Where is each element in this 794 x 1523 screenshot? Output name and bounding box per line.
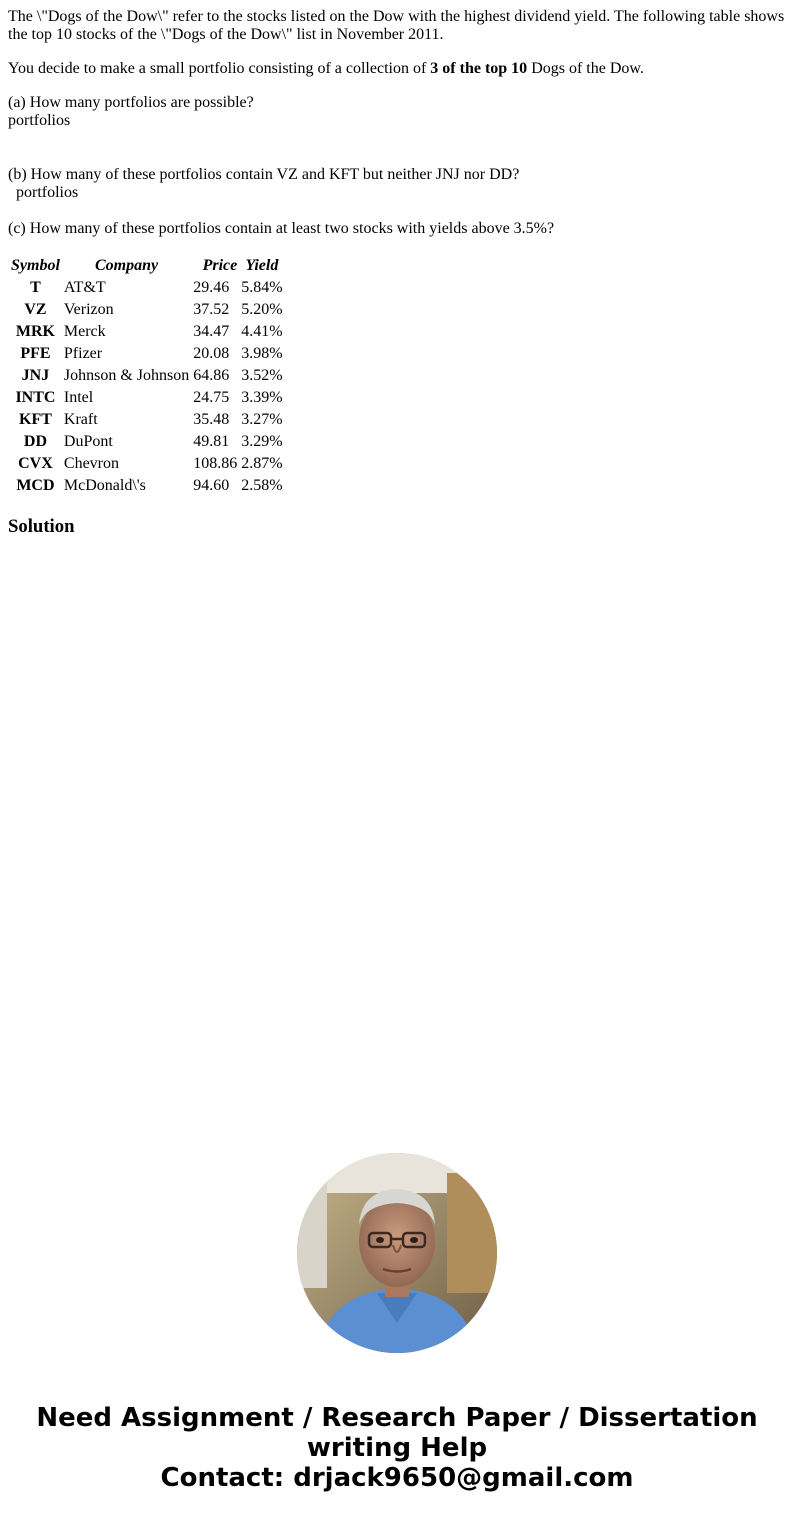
cell-price: 24.75: [193, 389, 230, 406]
cell-symbol: VZ: [24, 301, 47, 318]
question-b: [8, 166, 786, 202]
cell-symbol: JNJ: [21, 367, 50, 384]
cell-yield: 5.84%: [241, 279, 283, 296]
table-row: [10, 476, 284, 496]
question-b-text: (b) How many of these portfolios contain VZ and KFT but neither JNJ nor DD?: [8, 166, 520, 183]
solution-heading: Solution: [8, 516, 75, 537]
cell-symbol: DD: [23, 433, 47, 450]
question-b-answer-suffix: portfolios: [16, 184, 79, 201]
promo-line-2: writing Help: [306, 1433, 488, 1463]
question-content: [8, 8, 786, 536]
question-a-text: (a) How many portfolios are possible?: [8, 94, 254, 111]
question-a-answer-suffix: portfolios: [8, 112, 71, 129]
cell-symbol: MRK: [15, 323, 55, 340]
cell-symbol: KFT: [19, 411, 52, 428]
cell-yield: 3.98%: [241, 345, 283, 362]
promo-banner: [0, 1403, 794, 1493]
cell-price: 35.48: [193, 411, 230, 428]
cell-price: 64.86: [193, 367, 230, 384]
cell-company: Merck: [63, 323, 106, 340]
cell-yield: 2.87%: [241, 455, 283, 472]
cell-company: DuPont: [63, 433, 113, 450]
portfolio-text-bold: 3 of the top 10: [430, 60, 528, 77]
question-c: [8, 220, 786, 238]
cell-company: Johnson & Johnson: [63, 367, 190, 384]
table-header-row: [10, 256, 284, 276]
portfolio-paragraph: [8, 60, 786, 78]
portfolio-text-before: You decide to make a small portfolio consisting of a collection of: [8, 60, 431, 77]
table-row: [10, 454, 284, 474]
header-yield: Yield: [245, 257, 279, 274]
cell-company: Chevron: [63, 455, 119, 472]
table-row: [10, 344, 284, 364]
question-a: [8, 94, 786, 130]
cell-company: Intel: [63, 389, 94, 406]
cell-price: 37.52: [193, 301, 230, 318]
question-c-text: (c) How many of these portfolios contain at least two stocks with yields above 3.5%?: [8, 220, 555, 237]
cell-company: Verizon: [63, 301, 114, 318]
cell-yield: 3.52%: [241, 367, 283, 384]
cell-symbol: T: [30, 279, 41, 296]
cell-price: 108.86: [193, 455, 238, 472]
cell-company: Kraft: [63, 411, 98, 428]
cell-yield: 3.39%: [241, 389, 283, 406]
table-row: [10, 300, 284, 320]
table-row: [10, 322, 284, 342]
cell-yield: 3.29%: [241, 433, 283, 450]
cell-price: 34.47: [193, 323, 230, 340]
cell-price: 20.08: [193, 345, 230, 362]
cell-yield: 2.58%: [241, 477, 283, 494]
table-row: [10, 410, 284, 430]
table-row: [10, 388, 284, 408]
author-portrait-image: [297, 1153, 497, 1353]
promo-line-1: Need Assignment / Research Paper / Dissertation: [36, 1403, 758, 1433]
table-row: [10, 366, 284, 386]
cell-company: Pfizer: [63, 345, 103, 362]
cell-yield: 3.27%: [241, 411, 283, 428]
cell-symbol: MCD: [16, 477, 55, 494]
cell-price: 49.81: [193, 433, 230, 450]
cell-yield: 4.41%: [241, 323, 283, 340]
table-row: [10, 278, 284, 298]
cell-symbol: INTC: [15, 389, 56, 406]
header-company: Company: [95, 257, 159, 274]
promo-contact: Contact: drjack9650@gmail.com: [160, 1463, 634, 1493]
author-avatar: [297, 1153, 497, 1353]
intro-paragraph: The \"Dogs of the Dow\" refer to the stocks listed on the Dow with the highest dividend yield. The following table shows the top 10 stocks of the \"Dogs of the Dow\" list in November 2011.: [8, 8, 785, 43]
cell-yield: 5.20%: [241, 301, 283, 318]
dogs-of-the-dow-table: [8, 254, 286, 498]
cell-company: AT&T: [63, 279, 106, 296]
cell-price: 94.60: [193, 477, 230, 494]
cell-symbol: PFE: [20, 345, 51, 362]
cell-symbol: CVX: [18, 455, 53, 472]
cell-price: 29.46: [193, 279, 230, 296]
header-price: Price: [202, 257, 238, 274]
cell-company: McDonald\'s: [63, 477, 146, 494]
table-row: [10, 432, 284, 452]
portfolio-text-after: Dogs of the Dow.: [527, 60, 644, 77]
header-symbol: Symbol: [11, 257, 60, 274]
